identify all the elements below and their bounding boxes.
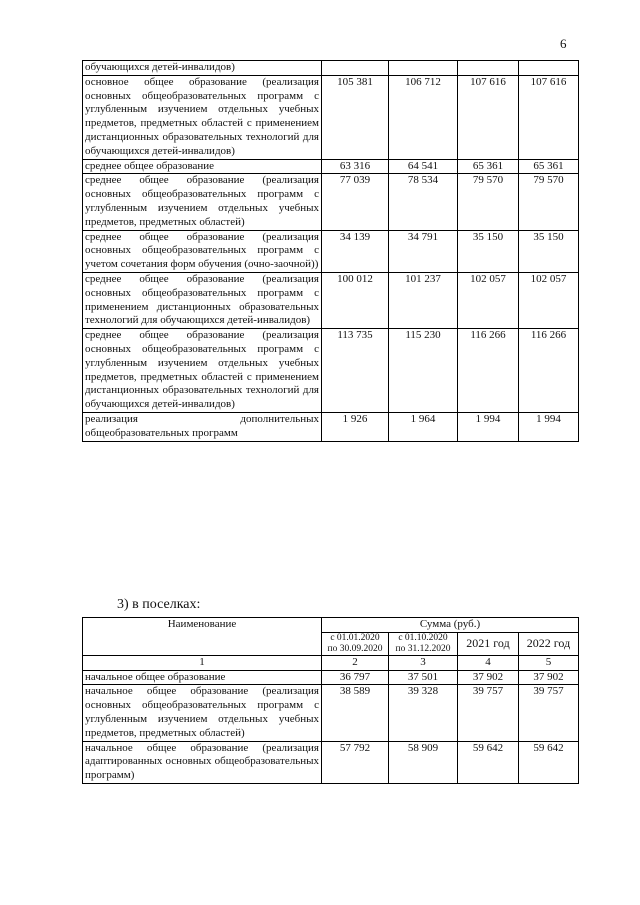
row-name-cell: реализация дополнительных общеобразовательных программ bbox=[83, 412, 322, 441]
amount-cell bbox=[458, 61, 519, 76]
amount-cell: 65 361 bbox=[458, 159, 519, 174]
amount-cell: 39 757 bbox=[519, 685, 579, 741]
table-row bbox=[83, 685, 579, 741]
table-row bbox=[83, 670, 579, 685]
amount-cell: 102 057 bbox=[519, 272, 579, 328]
row-name-cell: начальное общее образование (реализация адаптированных основных общеобразовательных программ) bbox=[83, 741, 322, 783]
amount-cell: 107 616 bbox=[519, 75, 579, 159]
amount-cell: 34 139 bbox=[322, 230, 389, 272]
column-number: 2 bbox=[322, 655, 389, 670]
amount-cell: 1 994 bbox=[458, 412, 519, 441]
table-row bbox=[83, 412, 579, 441]
amount-cell: 59 642 bbox=[519, 741, 579, 783]
table-row bbox=[83, 329, 579, 413]
row-name-cell: среднее общее образование (реализация основных общеобразовательных программ с применением дистанционных образовательных технологий для обучающихся детей-инвалидов) bbox=[83, 272, 322, 328]
amount-cell bbox=[389, 61, 458, 76]
page-number: 6 bbox=[560, 36, 567, 51]
settlements-table-header bbox=[83, 618, 579, 671]
amount-cell: 77 039 bbox=[322, 174, 389, 230]
table-row bbox=[83, 230, 579, 272]
amount-cell: 116 266 bbox=[519, 329, 579, 413]
amount-cell: 106 712 bbox=[389, 75, 458, 159]
amount-cell: 1 926 bbox=[322, 412, 389, 441]
table-row bbox=[83, 159, 579, 174]
amount-cell bbox=[322, 61, 389, 76]
period-2-start: с 01.10.2020 bbox=[398, 632, 448, 643]
column-number: 1 bbox=[83, 655, 322, 670]
amount-cell: 65 361 bbox=[519, 159, 579, 174]
amount-cell: 58 909 bbox=[389, 741, 458, 783]
section-heading-settlements: 3) в поселках: bbox=[117, 597, 201, 612]
row-name-cell: среднее общее образование (реализация основных общеобразовательных программ с учетом сочетания форм обучения (очно-заочной)) bbox=[83, 230, 322, 272]
amount-cell: 39 328 bbox=[389, 685, 458, 741]
amount-cell: 100 012 bbox=[322, 272, 389, 328]
settlements-table-body bbox=[83, 670, 579, 783]
amount-cell: 102 057 bbox=[458, 272, 519, 328]
header-period-2 bbox=[389, 632, 458, 655]
amount-cell: 37 902 bbox=[458, 670, 519, 685]
amount-cell: 37 902 bbox=[519, 670, 579, 685]
amount-cell: 64 541 bbox=[389, 159, 458, 174]
header-sum-cell: Сумма (руб.) bbox=[322, 618, 579, 633]
table-row bbox=[83, 61, 579, 76]
period-2-end: по 31.12.2020 bbox=[395, 643, 451, 654]
amount-cell: 115 230 bbox=[389, 329, 458, 413]
row-name-cell: основное общее образование (реализация основных общеобразовательных программ с углубленным изучением отдельных учебных предметов, предметных областей с применением дистанционных образовательных технологий для обучающихся детей-инвалидов) bbox=[83, 75, 322, 159]
row-name-cell: среднее общее образование (реализация основных общеобразовательных программ с углубленным изучением отдельных учебных предметов, предметных областей) bbox=[83, 174, 322, 230]
amount-cell: 113 735 bbox=[322, 329, 389, 413]
table-row bbox=[83, 741, 579, 783]
header-period-1 bbox=[322, 632, 389, 655]
amount-cell: 35 150 bbox=[458, 230, 519, 272]
column-numbers-row bbox=[83, 655, 579, 670]
amount-cell: 79 570 bbox=[519, 174, 579, 230]
amount-cell: 37 501 bbox=[389, 670, 458, 685]
amount-cell: 63 316 bbox=[322, 159, 389, 174]
settlements-cost-table bbox=[82, 617, 579, 784]
amount-cell: 116 266 bbox=[458, 329, 519, 413]
period-1-end: по 30.09.2020 bbox=[327, 643, 383, 654]
table-row bbox=[83, 174, 579, 230]
header-row bbox=[83, 618, 579, 633]
row-name-cell: начальное общее образование bbox=[83, 670, 322, 685]
amount-cell: 59 642 bbox=[458, 741, 519, 783]
amount-cell: 1 964 bbox=[389, 412, 458, 441]
row-name-cell: среднее общее образование bbox=[83, 159, 322, 174]
amount-cell: 78 534 bbox=[389, 174, 458, 230]
amount-cell: 79 570 bbox=[458, 174, 519, 230]
amount-cell: 1 994 bbox=[519, 412, 579, 441]
header-name-cell: Наименование bbox=[83, 618, 322, 656]
header-year-2021: 2021 год bbox=[458, 632, 519, 655]
table-row bbox=[83, 75, 579, 159]
amount-cell: 105 381 bbox=[322, 75, 389, 159]
amount-cell: 34 791 bbox=[389, 230, 458, 272]
column-number: 5 bbox=[519, 655, 579, 670]
amount-cell: 35 150 bbox=[519, 230, 579, 272]
amount-cell: 107 616 bbox=[458, 75, 519, 159]
amount-cell: 57 792 bbox=[322, 741, 389, 783]
row-name-cell: среднее общее образование (реализация основных общеобразовательных программ с углубленным изучением отдельных учебных предметов, предметных областей с применением дистанционных образовательных технологий для обучающихся детей-инвалидов) bbox=[83, 329, 322, 413]
amount-cell: 36 797 bbox=[322, 670, 389, 685]
row-name-cell: начальное общее образование (реализация основных общеобразовательных программ с углубленным изучением отдельных учебных предметов, предметных областей) bbox=[83, 685, 322, 741]
table-row bbox=[83, 272, 579, 328]
cost-table-continued-body bbox=[83, 61, 579, 442]
amount-cell: 101 237 bbox=[389, 272, 458, 328]
amount-cell: 38 589 bbox=[322, 685, 389, 741]
row-name-cell: обучающихся детей-инвалидов) bbox=[83, 61, 322, 76]
amount-cell: 39 757 bbox=[458, 685, 519, 741]
period-1-start: с 01.01.2020 bbox=[330, 632, 380, 643]
cost-table-continued bbox=[82, 60, 579, 442]
header-year-2022: 2022 год bbox=[519, 632, 579, 655]
amount-cell bbox=[519, 61, 579, 76]
column-number: 4 bbox=[458, 655, 519, 670]
column-number: 3 bbox=[389, 655, 458, 670]
